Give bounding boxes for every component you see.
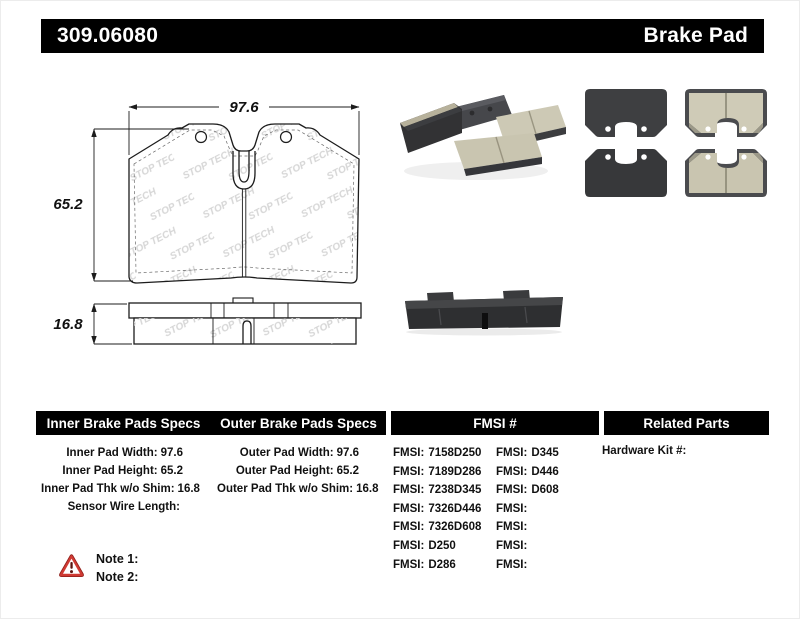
hardware-kit-label: Hardware Kit #: [602,445,687,457]
fmsi-row [393,556,559,575]
fmsi-entry: FMSI: 7326D446 [393,502,482,515]
product-photo-edge-profile [399,285,569,337]
fmsi-row [393,537,559,556]
fmsi-entry: FMSI: D250 [393,539,456,552]
note-2: Note 2: [96,570,139,584]
notes-block [96,550,138,586]
height-dimension-label: 65.2 [53,196,83,213]
fmsi-entry: FMSI: D446 [496,465,559,478]
fmsi-entry: FMSI: [496,521,528,534]
spec-row: Outer Pad Width: 97.6 [239,447,359,459]
inner-specs-header: Inner Brake Pads Specs [46,415,201,431]
product-photo-perspective [396,89,576,189]
pad-back-top-left [585,89,667,137]
front-view [129,124,359,283]
mounting-hole-right [281,132,292,143]
fmsi-entry: FMSI: 7326D608 [393,521,482,534]
fmsi-entry: FMSI: 7158D250 [393,447,482,459]
pad-friction-bottom-right [685,149,767,197]
pad-back-bottom-left [585,149,667,197]
fmsi-row [393,463,559,482]
outer-specs-header: Outer Brake Pads Specs [220,415,377,431]
note-1: Note 1: [96,552,139,566]
warning-triangle-icon [58,553,85,579]
page-title: Brake Pad [643,24,748,47]
technical-drawing [41,91,381,357]
related-parts-header-bar [604,411,769,435]
fmsi-entry: FMSI: 7238D345 [393,484,482,497]
fmsi-entry: FMSI: D345 [496,447,559,459]
fmsi-row [393,500,559,519]
fmsi-header: FMSI # [473,415,517,431]
side-view [129,298,361,344]
spec-row: Inner Pad Height: 65.2 [62,465,183,477]
pads-specs-header-bar [36,411,386,435]
fmsi-header-bar [391,411,599,435]
outer-specs-column [217,444,379,498]
pad-friction-top-right [685,89,767,137]
part-number: 309.06080 [57,24,159,47]
related-parts-header: Related Parts [643,415,730,431]
product-photo-flat-set [583,87,773,201]
width-dimension-label: 97.6 [229,99,259,116]
related-parts-column [602,445,686,457]
pad-photo-edge [400,103,462,153]
inner-specs-column [41,444,200,516]
spec-row: Outer Pad Height: 65.2 [235,465,359,477]
fmsi-entry: FMSI: [496,502,528,515]
spec-row: Inner Pad Thk w/o Shim: 16.8 [41,483,200,495]
fmsi-row [393,518,559,537]
fmsi-entry: FMSI: 7189D286 [393,465,482,478]
header-bar [41,19,764,53]
fmsi-entry: FMSI: D608 [496,484,559,497]
fmsi-row [393,444,559,463]
fmsi-entry: FMSI: [496,558,528,571]
spec-row: Inner Pad Width: 97.6 [66,447,183,459]
dimension-thickness [53,304,132,345]
fmsi-entry: FMSI: [496,539,528,552]
fmsi-column [393,444,559,574]
fmsi-entry: FMSI: D286 [393,558,456,571]
spec-row: Outer Pad Thk w/o Shim: 16.8 [217,483,379,495]
thickness-dimension-label: 16.8 [53,316,83,333]
fmsi-row [393,481,559,500]
mounting-hole-left [196,132,207,143]
spec-row: Sensor Wire Length: [67,501,180,513]
